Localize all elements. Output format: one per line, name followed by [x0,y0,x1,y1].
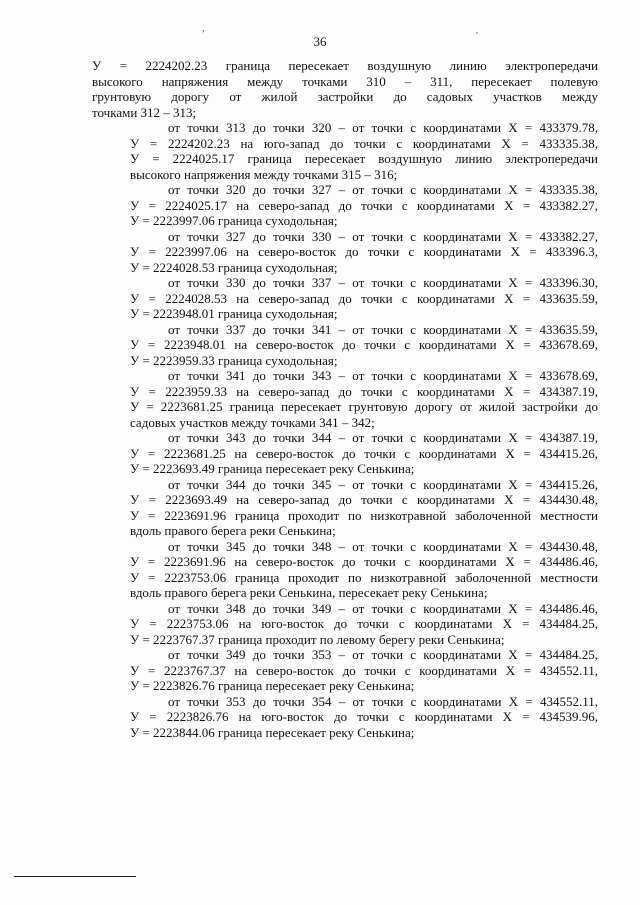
paragraph [92,120,598,182]
text-line: от точки 320 до точки 327 – от точки с координатами Х = 433335.38, [168,182,598,197]
paragraph [92,275,598,322]
text-line: У = 2224202.23 граница пересекает воздушную линию электропередачи [92,58,598,73]
text-line: У = 2223753.06 граница проходит по низкотравной заболоченной местности [130,569,598,585]
text-line: вдоль правого берега реки Сенькина, пересекает реку Сенькина; [130,585,488,600]
footnote-rule [14,876,136,877]
text-line: от точки 330 до точки 337 – от точки с координатами Х = 433396.30, [168,275,598,290]
text-line: У = 2223948.01 граница суходольная; [130,306,338,321]
paragraph [92,477,598,539]
text-line: от точки 349 до точки 353 – от точки с координатами Х = 434484.25, [168,647,598,662]
text-line: У = 2223959.33 граница суходольная; [130,352,338,368]
text-line: У = 2223826.76 граница пересекает реку Сенькина; [130,678,415,693]
paragraph [92,368,598,430]
text-line: от точки 343 до точки 344 – от точки с координатами Х = 434387.19, [168,430,598,445]
text-line: от точки 345 до точки 348 – от точки с координатами Х = 434430.48, [168,538,598,554]
document-body [92,58,598,740]
text-line: от точки 353 до точки 354 – от точки с координатами Х = 434552.11, [168,693,598,709]
text-line: У = 2223693.49 граница пересекает реку Сенькина; [130,461,415,476]
text-line: У = 2223753.06 на юго-восток до точки с координатами Х = 434484.25, [130,616,598,631]
text-line: У = 2223681.25 на северо-восток до точки с координатами Х = 434415.26, [130,445,598,461]
text-line: У = 2223681.25 граница пересекает грунтовую дорогу от жилой застройки до [130,399,598,414]
text-line: У = 2223997.06 на северо-восток до точки с координатами Х = 433396.3, [130,244,598,259]
paragraph [92,601,598,648]
text-line: грунтовую дорогу от жилой застройки до садовых участков между [92,89,598,104]
text-line: от точки 327 до точки 330 – от точки с координатами Х = 433382.27, [168,228,598,244]
scan-mark: , [202,22,205,34]
paragraph [92,430,598,477]
text-line: от точки 313 до точки 320 – от точки с координатами Х = 433379.78, [168,120,598,135]
text-line: У = 2223959.33 на северо-запад до точки с координатами Х = 434387.19, [130,383,598,399]
text-line: У = 2223767.37 граница проходит по левому берегу реки Сенькина; [130,631,505,647]
text-line: от точки 348 до точки 349 – от точки с координатами Х = 434486.46, [168,600,598,616]
text-line: точками 312 – 313; [92,104,197,120]
text-line: У = 2224202.23 на юго-запад до точки с координатами Х = 433335.38, [130,135,598,151]
text-line: высокого напряжения между точками 310 – 311, пересекает полевую [92,73,598,89]
text-line: У = 2223691.96 на северо-восток до точки с координатами Х = 434486.46, [130,554,598,569]
paragraph [92,539,598,601]
text-line: У = 2223826.76 на юго-восток до точки с координатами Х = 434539.96, [130,709,598,724]
paragraph [92,647,598,694]
text-line: от точки 344 до точки 345 – от точки с координатами Х = 434415.26, [168,476,598,492]
text-line: от точки 341 до точки 343 – от точки с координатами Х = 433678.69, [168,368,598,383]
text-line: У = 2224025.17 граница пересекает воздушную линию электропередачи [130,151,598,166]
text-line: У = 2224028.53 на северо-запад до точки с координатами Х = 433635.59, [130,290,598,306]
paragraph [92,182,598,229]
text-line: У = 2224025.17 на северо-запад до точки с координатами Х = 433382.27, [130,197,598,213]
text-line: У = 2223997.06 граница суходольная; [130,213,338,228]
text-line: У = 2223691.96 граница проходит по низкотравной заболоченной местности [130,507,598,523]
paragraph [92,694,598,741]
text-line: от точки 337 до точки 341 – от точки с координатами Х = 433635.59, [168,321,598,337]
text-line: У = 2224028.53 граница суходольная; [130,259,338,275]
text-line: У = 2223844.06 граница пересекает реку Сенькина; [130,724,415,740]
paragraph [92,58,598,120]
text-line: У = 2223948.01 на северо-восток до точки с координатами Х = 433678.69, [130,337,598,352]
text-line: садовых участков между точками 341 – 342; [130,414,375,430]
text-line: высокого напряжения между точками 315 – 316; [130,166,398,182]
text-line: вдоль правого берега реки Сенькина; [130,523,336,538]
paragraph [92,229,598,276]
page-number: 36 [313,34,327,49]
text-line: У = 2223693.49 на северо-запад до точки с координатами Х = 434430.48, [130,492,598,507]
text-line: У = 2223767.37 на северо-восток до точки с координатами Х = 434552.11, [130,662,598,678]
paragraph [92,322,598,369]
scan-mark: ' [476,30,478,42]
